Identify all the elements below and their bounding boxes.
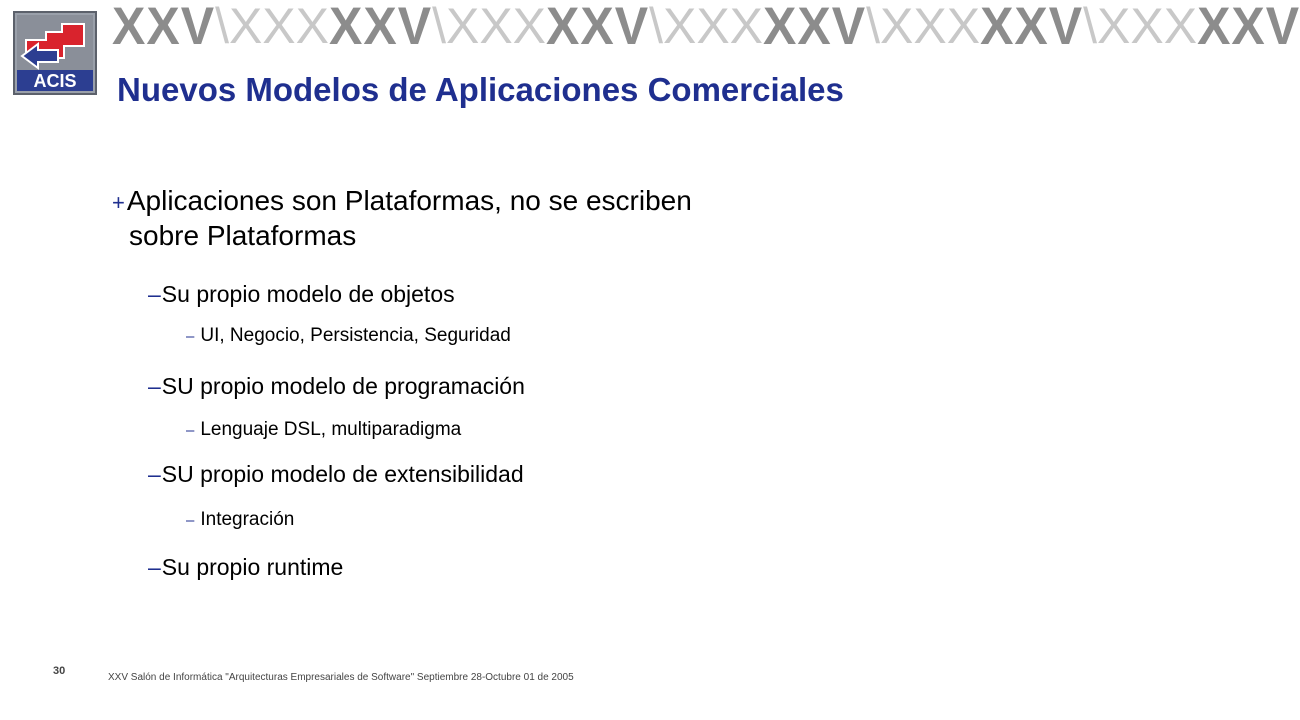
banner-segment: XXV: [546, 0, 650, 56]
bullet-text: Integración: [200, 509, 295, 530]
bullet-level2: [148, 460, 524, 488]
banner-segment: XXV: [329, 0, 433, 56]
dash-marker: –: [186, 512, 195, 529]
banner-segment: XXV: [763, 0, 867, 56]
logo-text: ACIS: [33, 71, 77, 91]
bullet-text: SU propio modelo de extensibilidad: [161, 461, 524, 487]
dash-marker: –: [186, 328, 195, 345]
slide-title: Nuevos Modelos de Aplicaciones Comerciales: [117, 71, 844, 108]
bullet-text: Su propio runtime: [161, 554, 344, 580]
bullet-text-line2: sobre Plataformas: [129, 220, 357, 251]
dash-marker: –: [148, 461, 161, 487]
dash-marker: –: [148, 281, 161, 307]
bullet-level2: [148, 372, 525, 400]
plus-marker: +: [112, 190, 125, 215]
banner-segment: \XXX: [866, 0, 981, 54]
bullet-level1: [112, 184, 912, 252]
dash-marker: –: [148, 373, 161, 399]
header-banner: [112, 0, 1300, 56]
bullet-text: Su propio modelo de objetos: [161, 281, 455, 307]
bullet-text: UI, Negocio, Persistencia, Seguridad: [200, 325, 511, 346]
bullet-level3: [186, 324, 511, 349]
banner-segment: \XXX: [432, 0, 547, 54]
banner-segment: \XXX: [1083, 0, 1198, 54]
bullet-level3: [186, 418, 461, 443]
dash-marker: –: [148, 554, 161, 580]
page-number: 30: [53, 665, 66, 677]
acis-logo: [12, 10, 98, 96]
banner-segment: XXV: [1197, 0, 1300, 56]
footer-text: XXV Salón de Informática "Arquitecturas Empresariales de Software" Septiembre 28-Octubre 01 de 2005: [108, 672, 574, 683]
bullet-text: SU propio modelo de programación: [161, 373, 525, 399]
banner-segment: \XXX: [649, 0, 764, 54]
bullet-level2: [148, 280, 455, 308]
bullet-level2: [148, 553, 343, 581]
dash-marker: –: [186, 422, 195, 439]
bullet-text: Lenguaje DSL, multiparadigma: [200, 419, 462, 440]
bullet-level3: [186, 508, 294, 533]
banner-segment: XXV: [980, 0, 1084, 56]
bullet-text-line1: Aplicaciones son Plataformas, no se escriben: [126, 185, 692, 216]
banner-segment: \XXX: [215, 0, 330, 54]
banner-segment: XXV: [112, 0, 216, 56]
